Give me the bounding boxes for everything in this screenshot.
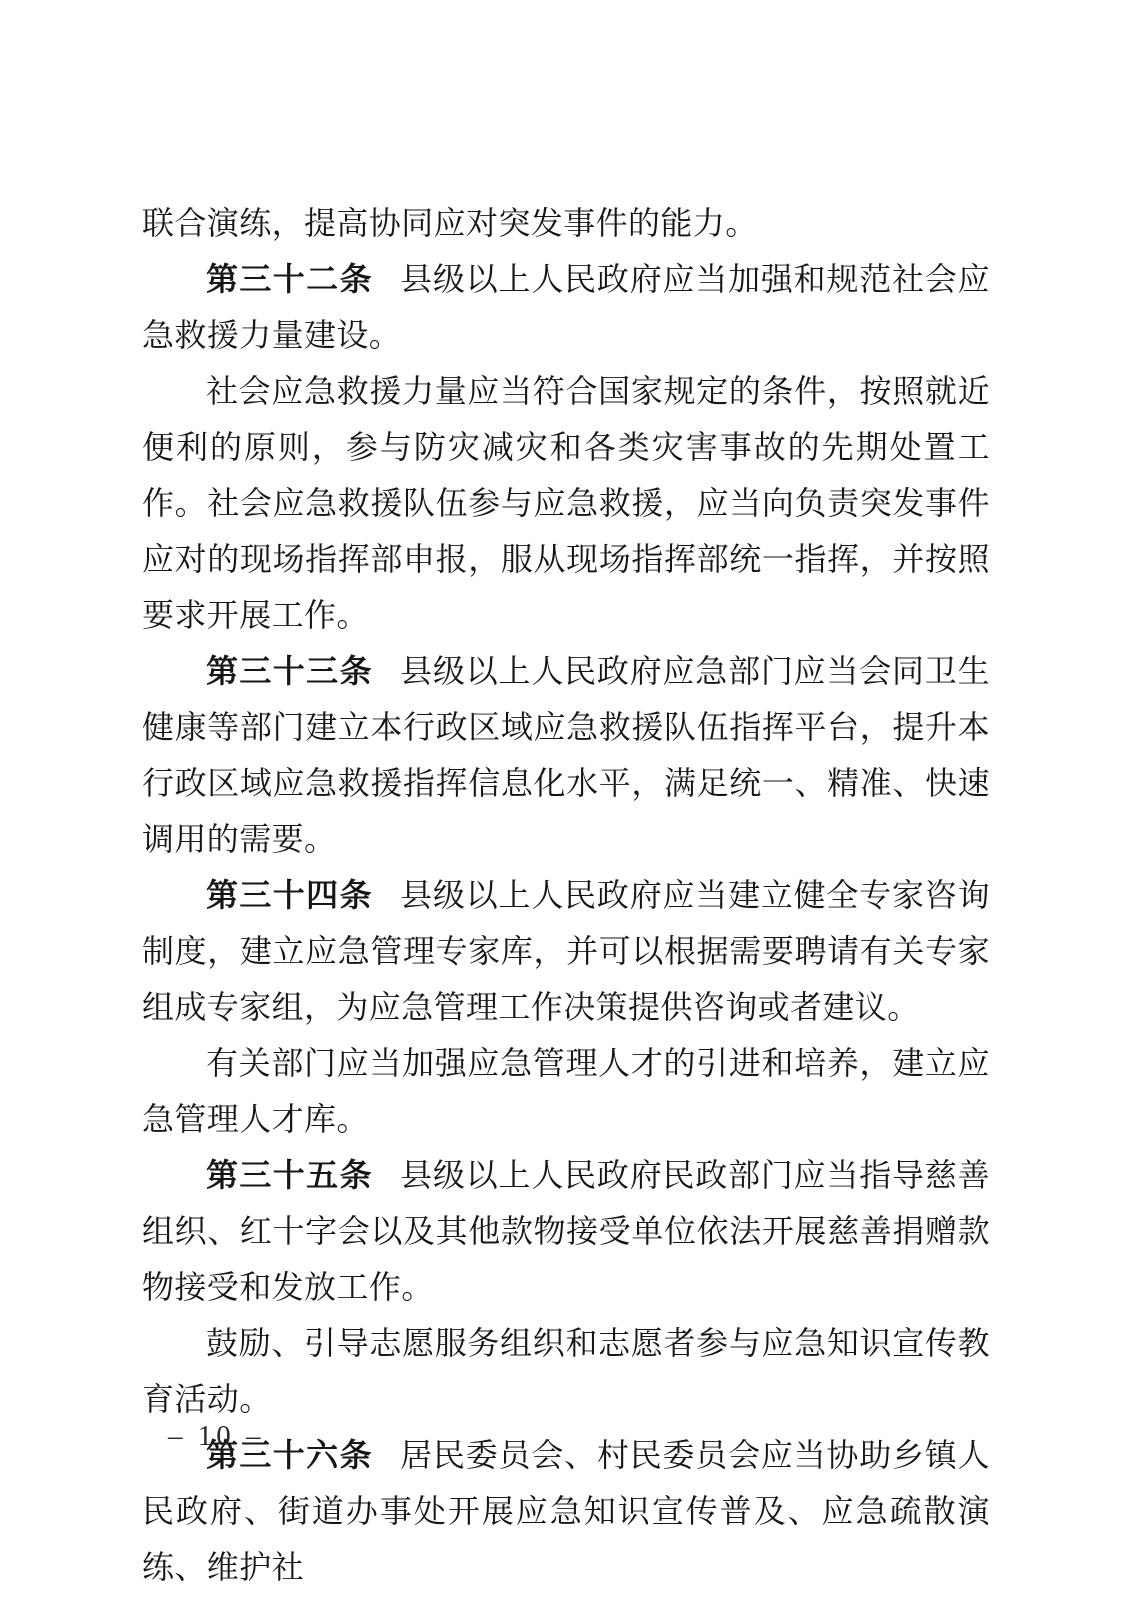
paragraph-text: 县级以上人民政府应当建立健全专家咨询制度，建立应急管理专家库，并可以根据需要聘请有关专家组成专家组，为应急管理工作决策提供咨询或者建议。 <box>142 877 990 1025</box>
paragraph-text: 县级以上人民政府应当加强和规范社会应急救援力量建设。 <box>142 261 990 353</box>
paragraph <box>142 1315 990 1427</box>
article-number: 第三十二条 <box>206 261 373 297</box>
document-body <box>142 195 990 1595</box>
paragraph-text: 县级以上人民政府应急部门应当会同卫生健康等部门建立本行政区域应急救援队伍指挥平台，提升本行政区域应急救援指挥信息化水平，满足统一、精准、快速调用的需要。 <box>142 653 990 857</box>
paragraph <box>142 251 990 363</box>
paragraph <box>142 643 990 867</box>
paragraph-text: 有关部门应当加强应急管理人才的引进和培养，建立应急管理人才库。 <box>142 1045 990 1137</box>
paragraph-text: 联合演练，提高协同应对突发事件的能力。 <box>142 205 758 241</box>
paragraph <box>142 363 990 643</box>
paragraph <box>142 1035 990 1147</box>
paragraph <box>142 195 990 251</box>
paragraph-text: 居民委员会、村民委员会应当协助乡镇人民政府、街道办事处开展应急知识宣传普及、应急疏散演练、维护社 <box>142 1437 990 1585</box>
paragraph <box>142 867 990 1035</box>
article-number: 第三十三条 <box>206 653 373 689</box>
page-footer <box>168 1412 265 1460</box>
paragraph-text: 社会应急救援力量应当符合国家规定的条件，按照就近便利的原则，参与防灾减灾和各类灾害事故的先期处置工作。社会应急救援队伍参与应急救援，应当向负责突发事件应对的现场指挥部申报，服从现场指挥部统一指挥，并按照要求开展工作。 <box>142 373 990 633</box>
article-number: 第三十五条 <box>206 1157 373 1193</box>
page-number: – 10 – <box>168 1420 265 1452</box>
paragraph-text: 鼓励、引导志愿服务组织和志愿者参与应急知识宣传教育活动。 <box>142 1325 990 1417</box>
paragraph-text: 县级以上人民政府民政部门应当指导慈善组织、红十字会以及其他款物接受单位依法开展慈善捐赠款物接受和发放工作。 <box>142 1157 990 1305</box>
paragraph <box>142 1147 990 1315</box>
paragraph <box>142 1427 990 1595</box>
article-number: 第三十四条 <box>206 877 373 913</box>
article-number: 第三十六条 <box>206 1437 373 1473</box>
